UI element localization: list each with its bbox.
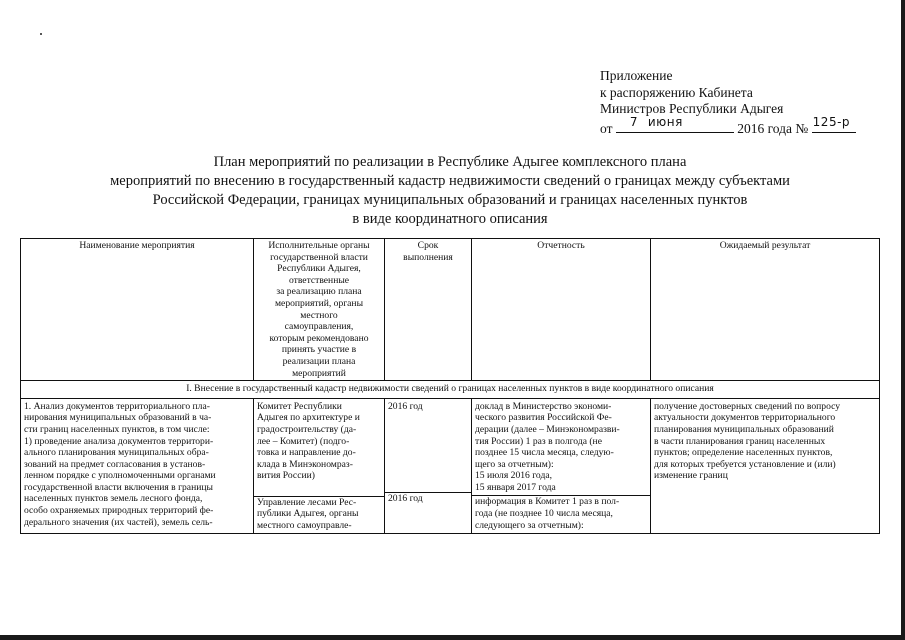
header-expected-result: Ожидаемый результат — [651, 239, 880, 381]
text-line: выполнения — [403, 251, 453, 263]
text-line: градостроительству (да- — [257, 423, 357, 435]
row1-deadline-a: 2016 год — [388, 400, 423, 412]
text-line: местного самоуправле- — [257, 520, 352, 532]
header-responsible — [254, 239, 385, 381]
text-line: планирования муниципальных образований — [654, 423, 834, 435]
header-activity: Наименование мероприятия — [21, 239, 254, 381]
text-line: ответственные — [288, 274, 350, 286]
row1-reporting-a — [475, 401, 647, 494]
text-line: населенных пунктов земель лесного фонда, — [24, 493, 203, 505]
text-line: ленном порядке с уполномоченными органами — [24, 470, 216, 482]
text-line: самоуправления, — [284, 321, 354, 333]
text-line: в части планирования границ населенных — [654, 435, 826, 447]
text-line: следующего за отчетным): — [475, 519, 584, 531]
handwritten-month: июня — [647, 114, 683, 129]
row1-reporting — [472, 398, 651, 533]
scan-edge-right — [901, 0, 905, 640]
text-line: клада в Минэкономраз- — [257, 458, 353, 470]
row1-expected-result — [651, 398, 880, 533]
text-line: сти границ населенных пунктов, в том числе: — [24, 423, 210, 435]
text-line: товка и направление до- — [257, 447, 356, 459]
text-line: вития России) — [257, 470, 315, 482]
number-underline — [812, 114, 856, 133]
handwritten-day: 7 — [629, 114, 638, 129]
text-line: мероприятий — [292, 367, 346, 379]
text-line: доклад в Министерство экономи- — [475, 400, 612, 412]
date-underline — [616, 114, 734, 133]
text-line: публики Адыгея, органы — [257, 508, 359, 520]
table-header-row — [21, 239, 880, 381]
text-line: Исполнительные органы — [268, 240, 370, 251]
text-line: лее – Комитет) (подго- — [257, 435, 350, 447]
text-line: года (не позднее 10 числа месяца, — [475, 508, 613, 520]
text-line: 1. Анализ документов территориального пла- — [24, 400, 210, 412]
text-line: за реализацию плана — [276, 286, 362, 298]
text-line: тия России) 1 раз в полгода (не — [475, 435, 602, 447]
text-line: местного — [300, 309, 338, 321]
text-line: позднее 15 числа месяца, следую- — [475, 447, 614, 459]
header-deadline — [385, 239, 472, 381]
document-title — [60, 153, 840, 229]
text-line: реализации плана — [282, 355, 356, 367]
row1-deadline — [385, 398, 472, 533]
header-reporting: Отчетность — [472, 239, 651, 381]
text-line: щего за отчетным): — [475, 458, 554, 470]
row1-responsible-a — [257, 401, 381, 482]
plan-table — [20, 238, 880, 534]
text-line: которым рекомендовано — [269, 332, 369, 344]
text-line: ческого развития Российской Фе- — [475, 412, 612, 424]
title-line-3: Российской Федерации, границах муниципальных образований и границах населенных пунктов — [152, 192, 748, 208]
text-line: 15 июля 2016 года, — [475, 470, 552, 482]
text-line: принять участие в — [281, 344, 357, 356]
year-text: 2016 года № — [737, 120, 809, 136]
section-1-heading: I. Внесение в государственный кадастр недвижимости сведений о границах населенных пунктов в виде координатного описания — [21, 381, 880, 399]
from-label: от — [600, 120, 613, 136]
title-line-4: в виде координатного описания — [352, 211, 548, 227]
text-line: актуальности документов территориального — [654, 412, 836, 424]
text-line: Управление лесами Рес- — [257, 496, 357, 508]
text-line: 1) проведение анализа документов территори- — [24, 435, 214, 447]
appendix-line-3: Министров Республики Адыгея — [600, 101, 784, 116]
title-line-1: План мероприятий по реализации в Республике Адыгее комплексного плана — [213, 154, 687, 170]
text-line: государственной власти включения в границы — [24, 481, 213, 493]
text-line: нирования муниципальных образований в ча- — [24, 412, 212, 424]
handwritten-number: 125-р — [812, 114, 851, 129]
text-line: для которых требуется установление и (или) — [654, 458, 836, 470]
section-row — [21, 381, 880, 399]
row1-responsible-b — [254, 496, 384, 532]
text-line: Республики Адыгея, — [277, 263, 361, 275]
text-line: Комитет Республики — [257, 400, 342, 412]
text-line: информация в Комитет 1 раз в пол- — [475, 496, 620, 508]
text-line: особо охраняемых природных территорий фе- — [24, 505, 214, 517]
appendix-block — [600, 68, 880, 137]
row1-activity — [21, 398, 254, 533]
scan-speck — [40, 33, 42, 35]
text-line: получение достоверных сведений по вопросу — [654, 400, 841, 412]
table-row — [21, 398, 880, 533]
scan-edge-bottom — [0, 635, 905, 640]
text-line: Срок — [417, 240, 439, 251]
row1-deadline-b: 2016 год — [385, 492, 471, 505]
row1-responsible — [254, 398, 385, 533]
text-line: пунктов; определение населенных пунктов, — [654, 447, 833, 459]
text-line: 15 января 2017 года — [475, 481, 556, 493]
appendix-line-1: Приложение — [600, 68, 673, 83]
text-line: Адыгея по архитектуре и — [257, 412, 360, 424]
text-line: зований на предмет согласования в установ- — [24, 458, 206, 470]
text-line: ального планирования муниципальных обра- — [24, 447, 209, 459]
text-line: дерации (далее – Минэкономразви- — [475, 423, 620, 435]
text-line: мероприятий, органы — [274, 297, 364, 309]
text-line: государственной власти — [270, 251, 368, 263]
text-line: изменение границ — [654, 470, 728, 482]
text-line: дерального значения (их частей), земель сель- — [24, 516, 213, 528]
title-line-2: мероприятий по внесению в государственный кадастр недвижимости сведений о границах между субъектами — [110, 173, 790, 189]
appendix-line-2: к распоряжению Кабинета — [600, 84, 753, 100]
row1-reporting-b — [472, 495, 650, 531]
appendix-date-line — [600, 114, 880, 138]
